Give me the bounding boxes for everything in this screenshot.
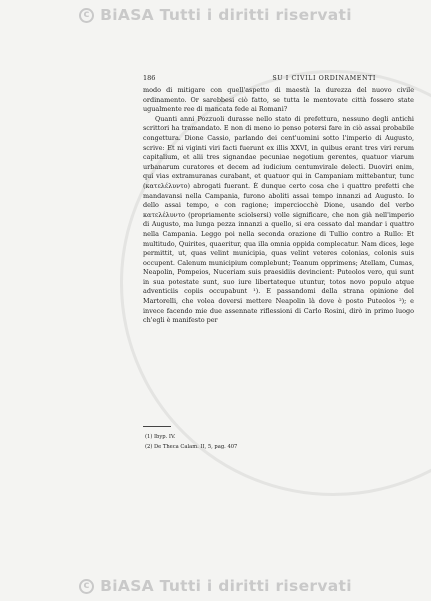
- book-page: [143, 74, 414, 452]
- copyright-icon: c: [79, 8, 94, 23]
- footnote-rule: [143, 426, 171, 427]
- copyright-icon-bottom: c: [79, 579, 94, 594]
- running-title: SU I CIVILI ORDINAMENTI: [272, 75, 376, 82]
- footnote-2: (2) De Theca Calam. II, 5, pag. 407: [145, 443, 238, 450]
- paragraph-1: modo di mitigare con quell'aspetto di maestà la durezza del nuovo civile ordinamento. Or sarebbesi ciò fatto, se tutta le mentovate città fossero state ugualmente ree di mancata fede ai Romani?: [143, 86, 414, 114]
- watermark-text-top: BiASA Tutti i diritti riservati: [100, 6, 352, 24]
- page-body: [143, 86, 414, 326]
- watermark-banner-bottom: [0, 575, 431, 597]
- footnotes: [143, 432, 414, 452]
- running-header: [143, 74, 414, 82]
- footnote-1: (1) Ibyp. IV.: [145, 433, 176, 440]
- paragraph-2: Quanti anni Pozzuoli durasse nello stato di prefettura, nessuno degli antichi scrittori ha tramandato. E non di meno io penso potersi fare in ciò assai probabile congettura. Dione Cassio, parlando dei cent'uomini sotto l'imperio di Augusto, scrive: Et ni viginti viri facti fuerunt ex illis XXVI, in quibus erant tres viri rerum capitalium, et alii tres signandae pecuniae negotium gerentes, quatuor viarum urbanarum curatores et decem ad iudicium centumvirale delecti. Duoviri enim, qui vias extramuranas curabant, et quatuor qui in Campaniam mittebantur, tunc (κατελέλυντο) abrogati fuerant. È dunque certo cosa che i quattro prefetti che mandavansi nella Campania, furono aboliti assai tempo innanzi ad Augusto. Io dello assai tempo, e con ragione; imperciocchè Dione, usando del verbo κατελέλυντο (propriamente sciolsersi) volle significare, che non già nell'imperio di Augusto, ma lunga pezza innanzi a quello, si era cessato dal mandar i quattro nella Campania. Leggo poi nella seconda orazione di Tullio contro a Rullo: Et multitudo, Quirites, quaeritur, qua illa omnia oppida complecatur. Nam dices, lege permittit, ut, quas velint municipia, quas velint veteres colonias, colonis suis occupent. Calenum municipium complebunt; Teanum opprimens; Atellam, Cumas, Neapolin, Pompeios, Nuceriam suis praesidiis devincient: Puteolos vero, qui sunt in sua potestate sunt, suo iure libertateque utuntur, totos novo populo atque adventiciis copiis occupabunt ¹). E passandomi della strana opinione del Martorelli, che volea doversi mettere Neapolin là dove è posto Puteolos ²); e invece facendo mie due assennate riflessioni di Carlo Rosini, dirò in primo luogo ch'egli è manifesto per: [143, 114, 414, 325]
- page-number: 186: [143, 74, 156, 82]
- watermark-banner-top: [0, 4, 431, 26]
- watermark-text-bottom: BiASA Tutti i diritti riservati: [100, 577, 352, 595]
